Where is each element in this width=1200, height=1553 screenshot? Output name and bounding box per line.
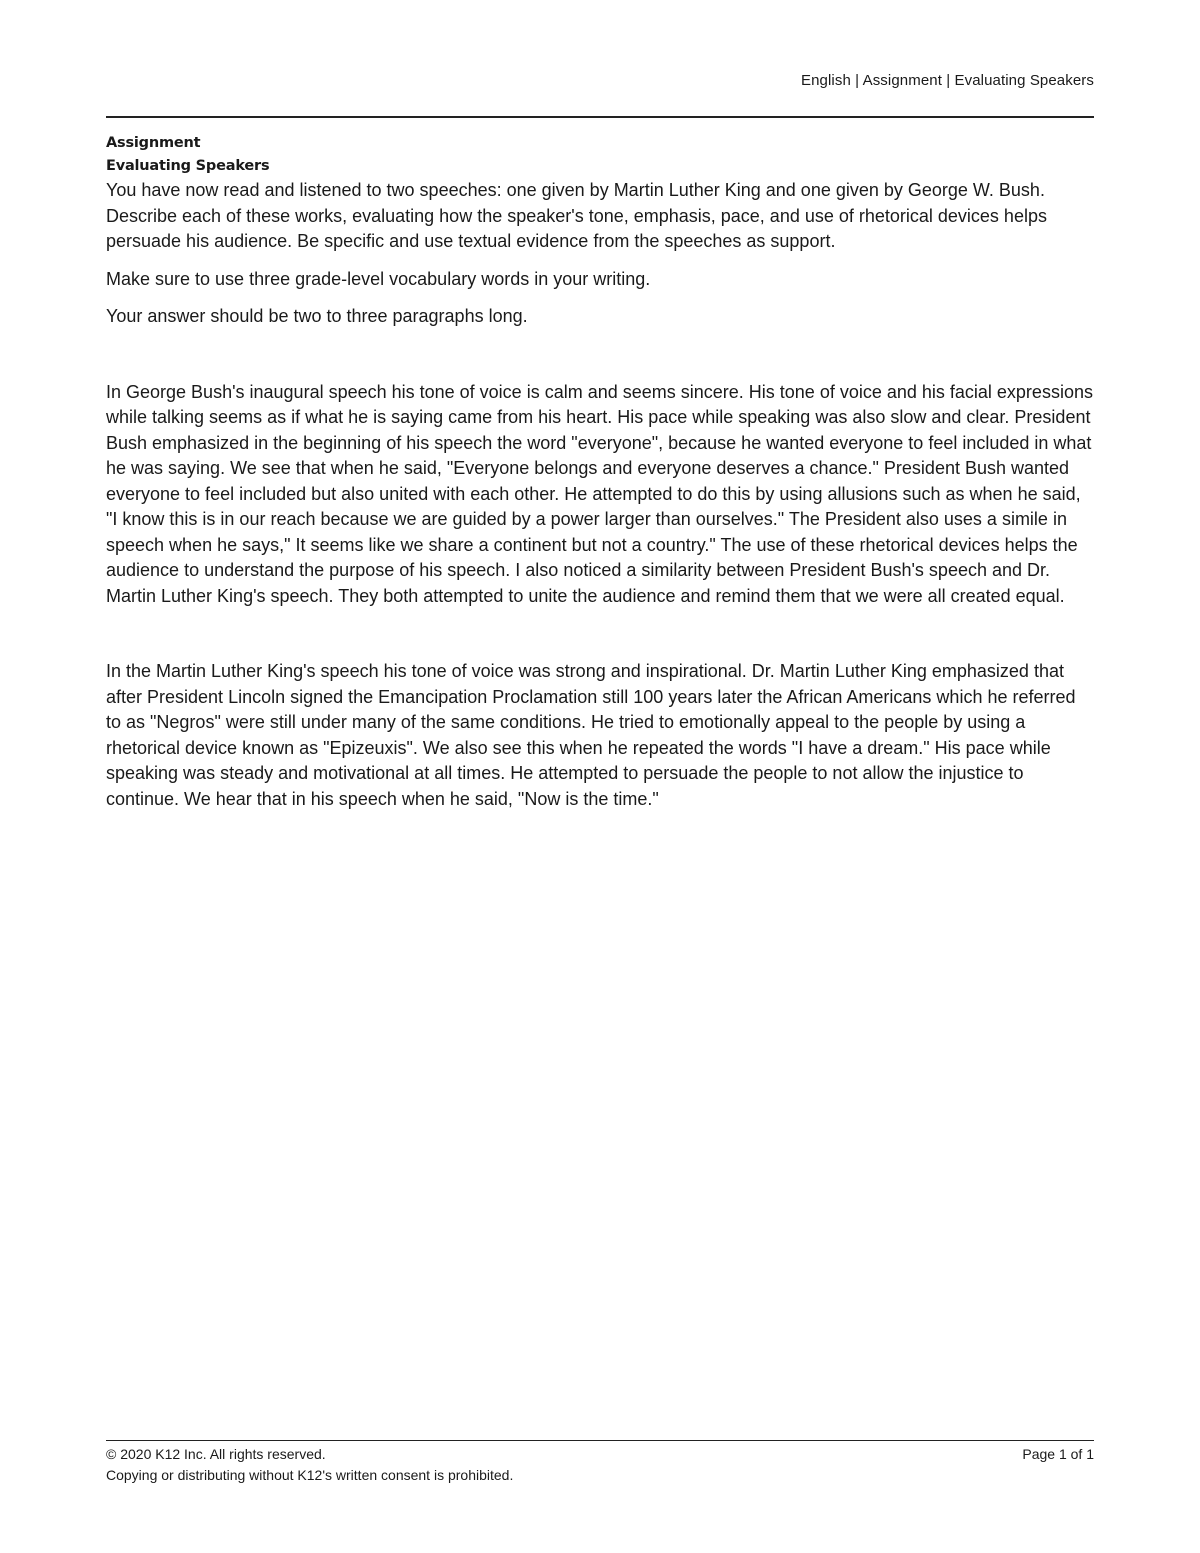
answer-paragraph-bush: In George Bush's inaugural speech his tone of voice is calm and seems sincere. His tone of voice and his facial expressions while talking seems as if what he is saying came from his heart. His pace while speaking was also slow and clear. President Bush emphasized in the beginning of his speech the word "everyone", because he wanted everyone to feel included in what he was saying. We see that when he said, "Everyone belongs and everyone deserves a chance." President Bush wanted everyone to feel included but also united with each other. He attempted to do this by using allusions such as when he said, "I know this is in our reach because we are guided by a power larger than ourselves." The President also uses a simile in speech when he says," It seems like we share a continent but not a country." The use of these rhetorical devices helps the audience to understand the purpose of his speech. I also noticed a similarity between President Bush's speech and Dr. Martin Luther King's speech. They both attempted to unite the audience and remind them that we were all created equal.: [106, 381, 1093, 606]
prompt-paragraph: You have now read and listened to two speeches: one given by Martin Luther King and one given by George W. Bush. Describe each of these works, evaluating how the speaker's tone, emphasis, pace, and use of rhetorical devices helps persuade his audience. Be specific and use textual evidence from the speeches as support.: [106, 180, 1047, 251]
header-divider: [106, 116, 1094, 118]
page-header-breadcrumb: English | Assignment | Evaluating Speakers: [801, 72, 1094, 89]
prompt-vocabulary-instruction: Make sure to use three grade-level vocabulary words in your writing.: [106, 268, 651, 289]
footer-copyright: © 2020 K12 Inc. All rights reserved.: [106, 1446, 326, 1462]
assignment-label: Assignment: [106, 135, 201, 151]
footer: [106, 1446, 1094, 1462]
footer-notice: Copying or distributing without K12's written consent is prohibited.: [106, 1467, 514, 1483]
answer-paragraph-king: In the Martin Luther King's speech his tone of voice was strong and inspirational. Dr. Martin Luther King emphasized that after President Lincoln signed the Emancipation Proclamation still 100 years later the African Americans which he referred to as "Negros" were still under many of the same conditions. He tried to emotionally appeal to the people by using a rhetorical device known as "Epizeuxis". We also see this when he repeated the words "I have a dream." His pace while speaking was steady and motivational at all times. He attempted to persuade the people to not allow the injustice to continue. We hear that in his speech when he said, "Now is the time.": [106, 661, 1076, 809]
prompt-length-instruction: Your answer should be two to three paragraphs long.: [106, 306, 528, 326]
assignment-title: Evaluating Speakers: [106, 158, 270, 174]
document-body: [106, 132, 1094, 812]
footer-divider: [106, 1440, 1094, 1441]
footer-page-number: Page 1 of 1: [1022, 1446, 1094, 1462]
